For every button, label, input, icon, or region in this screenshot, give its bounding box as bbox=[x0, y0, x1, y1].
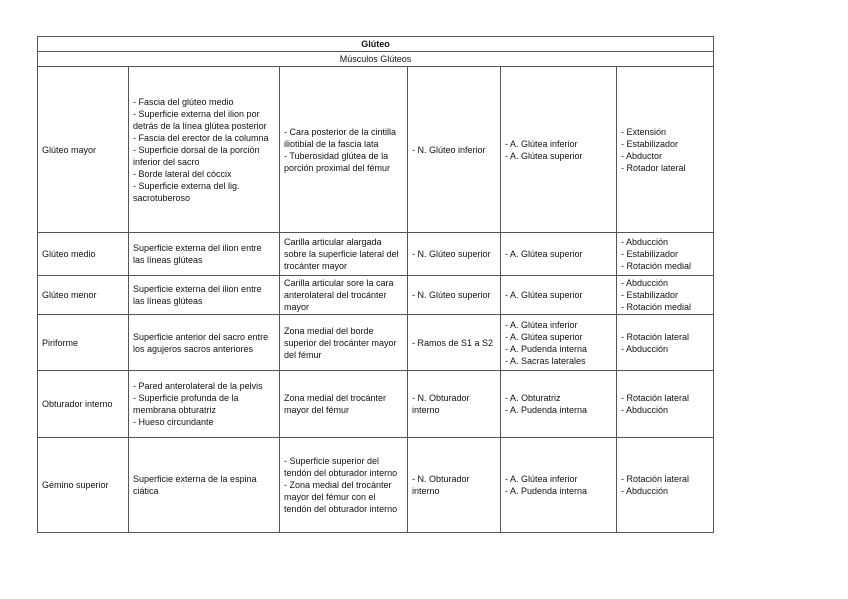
accion-cell bbox=[617, 315, 714, 371]
origen-cell bbox=[129, 371, 280, 438]
insercion-line: - Superficie superior del tendón del obturador interno bbox=[284, 456, 398, 478]
insercion-line: Carilla articular sore la cara anterolateral del trocánter mayor bbox=[284, 278, 394, 312]
insercion-cell bbox=[280, 371, 408, 438]
accion-line: - Rotación lateral bbox=[621, 331, 690, 342]
subtitle-row bbox=[38, 52, 714, 67]
insercion-line: Carilla articular alargada sobre la superficie lateral del trocánter mayor bbox=[284, 237, 399, 271]
irrigacion-cell bbox=[501, 276, 617, 315]
irrigacion-line: - A. Pudenda interna bbox=[505, 343, 588, 354]
insercion-cell bbox=[280, 233, 408, 276]
accion-cell bbox=[617, 276, 714, 315]
irrigacion-line: - A. Glútea inferior bbox=[505, 319, 578, 330]
accion-line: - Rotador lateral bbox=[621, 162, 686, 173]
irrigacion-line: - A. Glútea inferior bbox=[505, 138, 578, 149]
muscle-name-cell: Gémino superior bbox=[38, 438, 129, 533]
insercion-cell bbox=[280, 276, 408, 315]
origen-line: - Superficie externa del lig. sacrotuberoso bbox=[133, 180, 240, 203]
insercion-line: - Cara posterior de la cintilla iliotibial de la fascia lata bbox=[284, 126, 397, 149]
irrigacion-line: - A. Obturatriz bbox=[505, 393, 561, 403]
inervacion-cell bbox=[408, 233, 501, 276]
origen-line: - Superficie externa del ilion por detrás de la línea glútea posterior bbox=[133, 108, 267, 131]
origen-cell bbox=[129, 233, 280, 276]
accion-line: - Abductor bbox=[621, 150, 663, 161]
accion-line: - Extensión bbox=[621, 126, 667, 137]
accion-line: - Abducción bbox=[621, 343, 669, 354]
irrigacion-line: - A. Glútea inferior bbox=[505, 474, 578, 484]
irrigacion-line: - A. Glútea superior bbox=[505, 249, 583, 259]
table-row bbox=[38, 371, 714, 438]
origen-line: - Superficie dorsal de la porción inferior del sacro bbox=[133, 144, 260, 167]
irrigacion-line: - A. Pudenda interna bbox=[505, 486, 588, 496]
irrigacion-cell bbox=[501, 233, 617, 276]
table-row bbox=[38, 233, 714, 276]
accion-line: - Rotación lateral bbox=[621, 474, 690, 484]
accion-line: - Abducción bbox=[621, 278, 669, 288]
origen-cell bbox=[129, 438, 280, 533]
origen-line: Superficie externa de la espina ciática bbox=[133, 474, 257, 496]
accion-line: - Rotación medial bbox=[621, 302, 692, 312]
muscle-name-cell: Piriforme bbox=[38, 315, 129, 371]
origen-line: - Fascia del glúteo medio bbox=[133, 96, 234, 107]
inervacion-line: - N. Glúteo inferior bbox=[412, 144, 486, 155]
accion-cell bbox=[617, 371, 714, 438]
inervacion-line: - N. Obturador interno bbox=[412, 393, 470, 415]
insercion-cell bbox=[280, 67, 408, 233]
table-row bbox=[38, 276, 714, 315]
origen-line: - Hueso circundante bbox=[133, 417, 214, 427]
origen-line: Superficie anterior del sacro entre los agujeros sacros anteriores bbox=[133, 331, 269, 354]
insercion-line: - Tuberosidad glútea de la porción proximal del fémur bbox=[284, 150, 391, 173]
irrigacion-line: - A. Pudenda interna bbox=[505, 405, 588, 415]
accion-line: - Rotación medial bbox=[621, 261, 692, 271]
inervacion-cell bbox=[408, 276, 501, 315]
irrigacion-line: - A. Sacras laterales bbox=[505, 355, 586, 366]
origen-cell bbox=[129, 276, 280, 315]
inervacion-cell bbox=[408, 67, 501, 233]
table-subtitle: Músculos Glúteos bbox=[38, 52, 714, 67]
accion-line: - Rotación lateral bbox=[621, 393, 690, 403]
irrigacion-cell bbox=[501, 438, 617, 533]
muscle-name-cell: Glúteo medio bbox=[38, 233, 129, 276]
irrigacion-line: - A. Glútea superior bbox=[505, 290, 583, 300]
muscle-table bbox=[37, 36, 714, 533]
origen-line: - Borde lateral del cóccix bbox=[133, 168, 232, 179]
table-row bbox=[38, 438, 714, 533]
origen-line: - Fascia del erector de la columna bbox=[133, 132, 269, 143]
muscle-name-cell: Glúteo menor bbox=[38, 276, 129, 315]
accion-line: - Abducción bbox=[621, 237, 669, 247]
accion-cell bbox=[617, 67, 714, 233]
origen-line: - Superficie profunda de la membrana obturatriz bbox=[133, 393, 239, 415]
insercion-line: Zona medial del borde superior del trocánter mayor del fémur bbox=[284, 325, 397, 360]
inervacion-cell bbox=[408, 315, 501, 371]
irrigacion-line: - A. Glútea superior bbox=[505, 150, 583, 161]
irrigacion-line: - A. Glútea superior bbox=[505, 331, 583, 342]
insercion-line: - Zona medial del trocánter mayor del fémur con el tendón del obturador interno bbox=[284, 480, 398, 514]
accion-line: - Estabilizador bbox=[621, 290, 679, 300]
title-row bbox=[38, 37, 714, 52]
muscle-name-cell: Glúteo mayor bbox=[38, 67, 129, 233]
inervacion-line: - N. Obturador interno bbox=[412, 474, 470, 496]
inervacion-cell bbox=[408, 438, 501, 533]
accion-cell bbox=[617, 233, 714, 276]
accion-line: - Abducción bbox=[621, 486, 669, 496]
inervacion-cell bbox=[408, 371, 501, 438]
accion-line: - Estabilizador bbox=[621, 249, 679, 259]
insercion-line: Zona medial del trocánter mayor del fémur bbox=[284, 393, 387, 415]
table-title: Glúteo bbox=[38, 37, 714, 52]
insercion-cell bbox=[280, 315, 408, 371]
inervacion-line: - Ramos de S1 a S2 bbox=[412, 337, 494, 348]
table-row bbox=[38, 315, 714, 371]
inervacion-line: - N. Glúteo superior bbox=[412, 249, 491, 259]
origen-line: Superficie externa del ilion entre las líneas glúteas bbox=[133, 284, 262, 306]
origen-line: - Pared anterolateral de la pelvis bbox=[133, 381, 263, 391]
origen-cell bbox=[129, 315, 280, 371]
irrigacion-cell bbox=[501, 315, 617, 371]
accion-cell bbox=[617, 438, 714, 533]
accion-line: - Estabilizador bbox=[621, 138, 679, 149]
origen-line: Superficie externa del ilion entre las líneas glúteas bbox=[133, 243, 262, 265]
insercion-cell bbox=[280, 438, 408, 533]
muscle-name-cell: Obturador interno bbox=[38, 371, 129, 438]
origen-cell bbox=[129, 67, 280, 233]
inervacion-line: - N. Glúteo superior bbox=[412, 290, 491, 300]
irrigacion-cell bbox=[501, 67, 617, 233]
irrigacion-cell bbox=[501, 371, 617, 438]
table-row bbox=[38, 67, 714, 233]
accion-line: - Abducción bbox=[621, 405, 669, 415]
